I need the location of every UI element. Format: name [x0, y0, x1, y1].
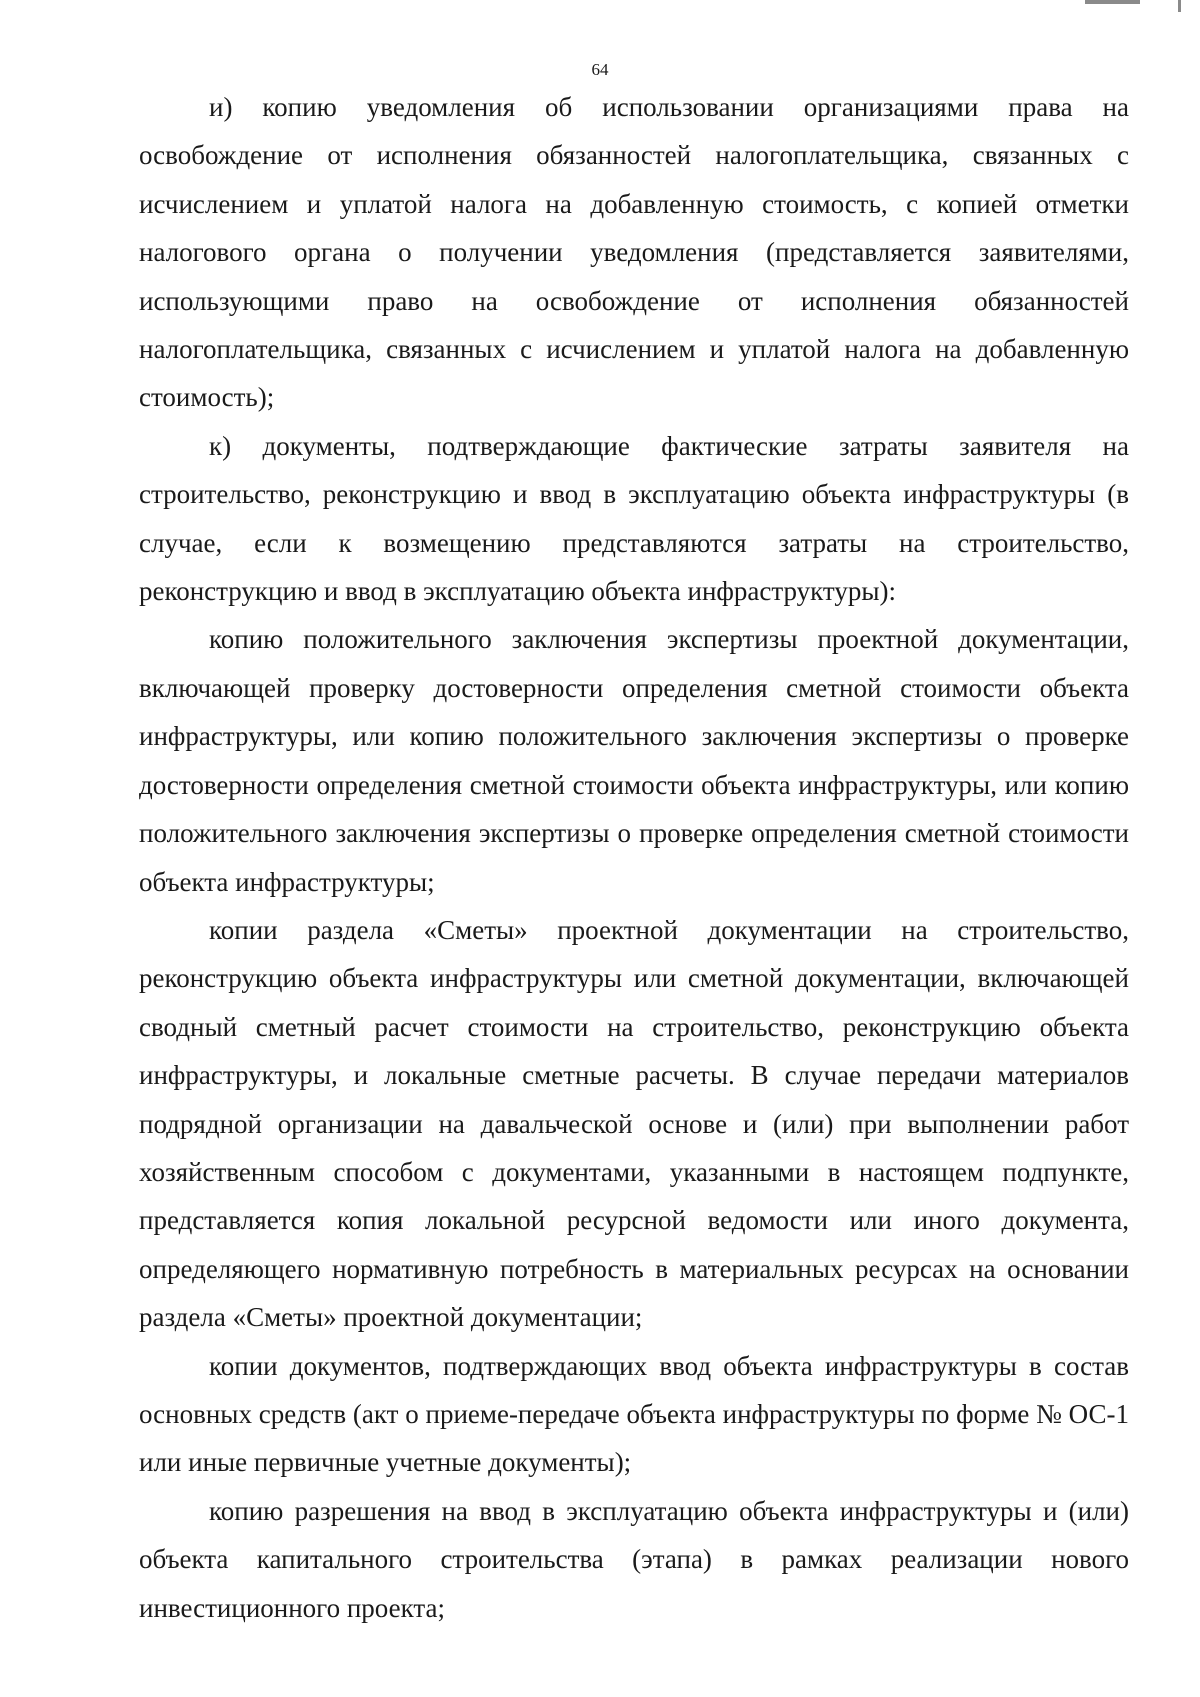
document-body	[139, 83, 1129, 1632]
paragraph-item-i: и) копию уведомления об использовании организациями права на освобождение от исполнения обязанностей налогоплательщика, связанных с исчислением и уплатой налога на добавленную стоимость, с копией отметки налогового органа о получении уведомления (представляется заявителями, использующими право на освобождение от исполнения обязанностей налогоплательщика, связанных с исчислением и уплатой налога на добавленную стоимость);	[139, 92, 1129, 413]
paragraph-permit-copy: копию разрешения на ввод в эксплуатацию объекта инфраструктуры и (или) объекта капитального строительства (этапа) в рамках реализации нового инвестиционного проекта;	[139, 1495, 1129, 1623]
scan-artifact	[1085, 0, 1140, 4]
scan-artifact	[1178, 0, 1181, 12]
paragraph-estimates-copy: копии раздела «Сметы» проектной документации на строительство, реконструкцию объекта инфраструктуры или сметной документации, включающей сводный сметный расчет стоимости на строительство, реконструкцию объекта инфраструктуры, и локальные сметные расчеты. В случае передачи материалов подрядной организации на давальческой основе и (или) при выполнении работ хозяйственным способом с документами, указанными в настоящем подпункте, представляется копия локальной ресурсной ведомости или иного документа, определяющего нормативную потребность в материальных ресурсах на основании раздела «Сметы» проектной документации;	[139, 914, 1129, 1333]
paragraph-expertise-copy: копию положительного заключения экспертизы проектной документации, включающей проверку достоверности определения сметной стоимости объекта инфраструктуры, или копию положительного заключения экспертизы о проверке достоверности определения сметной стоимости объекта инфраструктуры, или копию положительного заключения экспертизы о проверке определения сметной стоимости объекта инфраструктуры;	[139, 624, 1129, 897]
page-number: 64	[591, 60, 609, 79]
paragraph-item-k: к) документы, подтверждающие фактические затраты заявителя на строительство, реконструкцию и ввод в эксплуатацию объекта инфраструктуры (в случае, если к возмещению представляются затраты на строительство, реконструкцию и ввод в эксплуатацию объекта инфраструктуры):	[139, 430, 1129, 607]
paragraph-fixed-assets-copy: копии документов, подтверждающих ввод объекта инфраструктуры в состав основных средств (акт о приеме-передаче объекта инфраструктуры по форме № ОС-1 или иные первичные учетные документы);	[139, 1350, 1129, 1478]
